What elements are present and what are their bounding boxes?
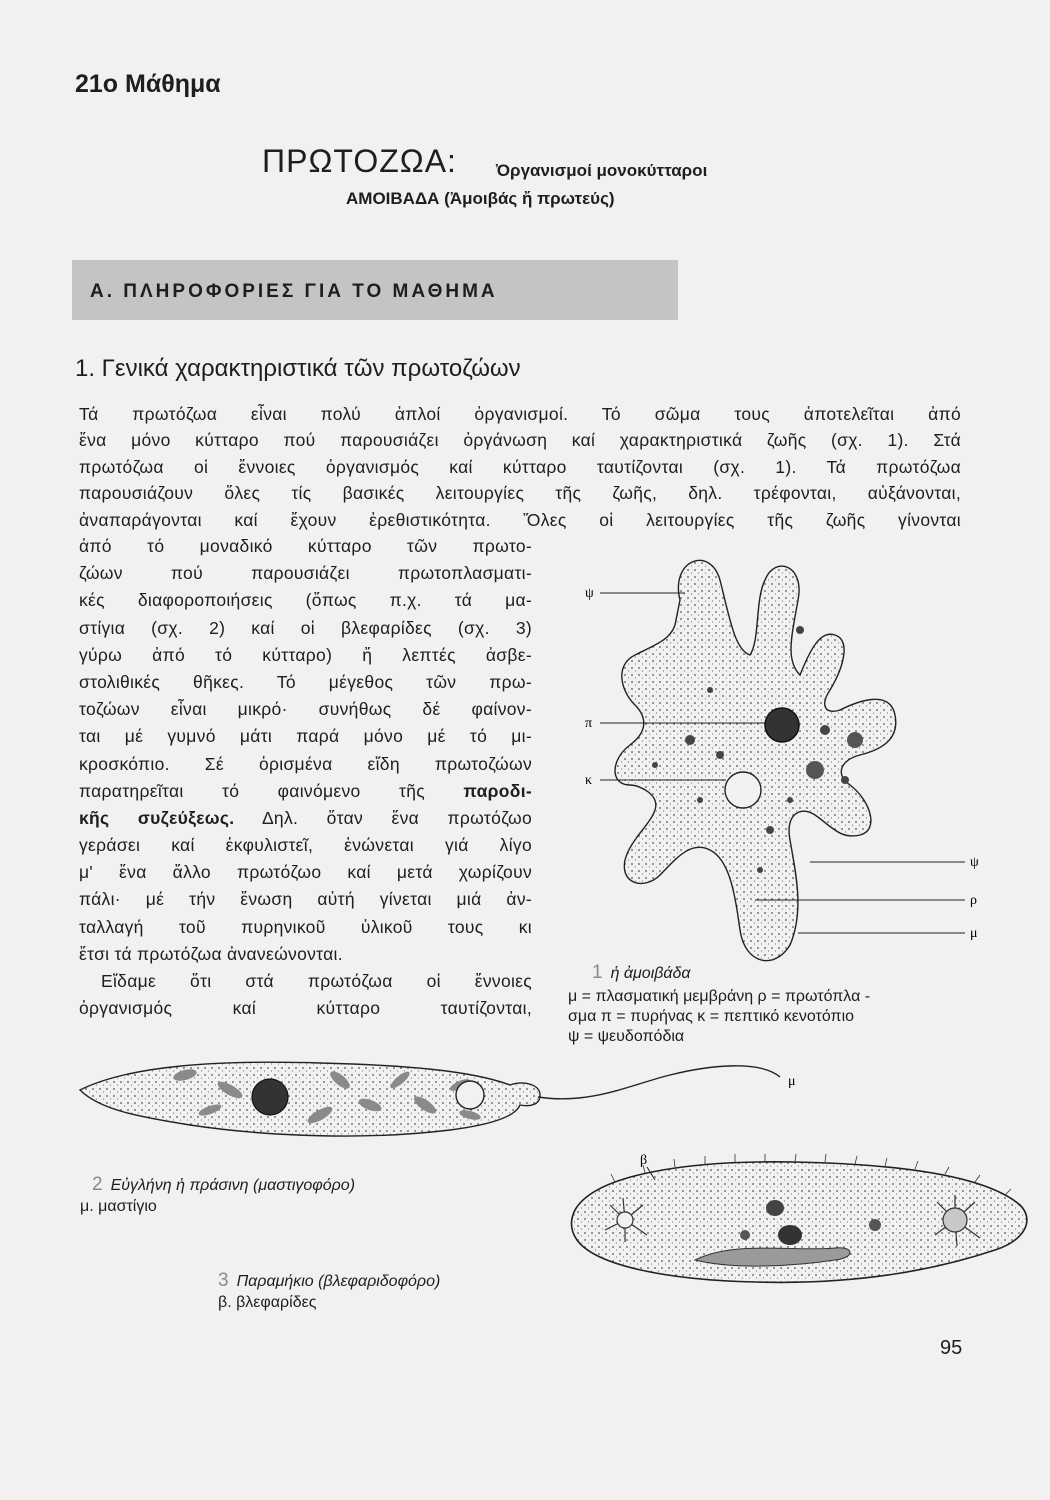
granule — [841, 776, 849, 784]
granule — [652, 762, 658, 768]
figure2-legend: μ. μαστίγιο — [80, 1198, 157, 1215]
label-beta: β — [640, 1153, 648, 1168]
label-psi: ψ — [585, 586, 594, 601]
granule — [820, 725, 830, 735]
granule — [707, 687, 713, 693]
digestive-vacuole — [725, 772, 761, 808]
figure3-caption — [218, 1270, 440, 1292]
amoeba-nucleus — [765, 708, 799, 742]
page-subtitle-amoeba: ΑΜΟΙΒΑΔΑ (Ἀμοιβάς ἤ πρωτεύς) — [346, 189, 615, 208]
euglena-nucleus — [252, 1079, 288, 1115]
amoeba-body — [615, 560, 896, 960]
granule — [757, 867, 763, 873]
label-kappa: κ — [585, 773, 593, 788]
page-number: 95 — [940, 1337, 963, 1359]
paragraph-line: ταλλαγή τοῦ πυρηνικοῦ ὑλικοῦ τους κι — [79, 916, 532, 937]
flagellum — [538, 1066, 780, 1099]
paragraph-line: κές διαφοροποιήσεις (ὅπως π.χ. τά μα- — [79, 590, 532, 611]
paragraph-line — [79, 778, 532, 805]
paragraph-line: γεράσει καί ἐκφυλιστεῖ, ἑνώνεται γιά λίγο — [79, 835, 532, 856]
macronucleus — [778, 1225, 802, 1245]
body-column — [79, 533, 532, 1022]
caption-text: Παραμήκιο (βλεφαριδοφόρο) — [236, 1273, 441, 1290]
caption-text: ἡ ἀμοιβάδα — [610, 965, 691, 982]
label-pi: π — [585, 716, 593, 731]
line-text: Δηλ. ὅταν ἕνα πρωτόζωο — [261, 807, 532, 828]
micronucleus — [766, 1200, 784, 1216]
bold-term: παροδι- — [463, 780, 532, 801]
figure1-legend-line: μ = πλασματική μεμβράνη ρ = πρωτόπλα - — [568, 988, 871, 1005]
granule — [806, 761, 824, 779]
granule — [796, 626, 804, 634]
paragraph-line: Τά πρωτόζωα εἶναι πολύ ἁπλοί ὀργανισμοί. Τό σῶμα τους ἀποτελεῖται ἀπό — [79, 404, 961, 424]
granule — [787, 797, 793, 803]
figure-number: 2 — [92, 1174, 103, 1195]
intro-paragraph — [79, 401, 961, 533]
figure1-legend-line: ψ = ψευδοπόδια — [568, 1028, 685, 1045]
page-subtitle: Ὀργανισμοί μονοκύτταροι — [496, 161, 708, 180]
bold-term: κῆς συζεύξεως. — [79, 807, 235, 828]
granule — [685, 735, 695, 745]
paragraph-line: παρουσιάζουν ὅλες τίς βασικές λειτουργίες τῆς ζωῆς, δηλ. τρέφονται, αὐξάνονται, — [79, 483, 961, 504]
caption-text: Εὐγλήνη ἡ πράσινη (μαστιγοφόρο) — [110, 1177, 356, 1194]
granule — [697, 797, 703, 803]
paragraph-line: στολιθικές θῆκες. Τό μέγεθος τῶν πρω- — [79, 671, 532, 692]
paragraph-line: ται μέ γυμνό μάτι παρά μόνο μέ τό μι- — [79, 726, 532, 747]
lesson-number: 21ο Μάθημα — [75, 70, 221, 98]
section-band-title: Α. ΠΛΗΡΟΦΟΡΙΕΣ ΓΙΑ ΤΟ ΜΑΘΗΜΑ — [90, 281, 498, 302]
paragraph-line: ἀναπαράγονται καί ἔχουν ἐρεθιστικότητα. Ὅλες οἱ λειτουργίες τῆς ζωῆς γίνονται — [79, 509, 961, 530]
contractile-vacuole — [456, 1081, 484, 1109]
figure-number: 3 — [218, 1270, 229, 1291]
paragraph-line: Εἴδαμε ὅτι στά πρωτόζωα οἱ ἔννοιες — [101, 971, 532, 991]
label-rho: ρ — [970, 893, 977, 908]
food-vacuole — [740, 1230, 750, 1240]
figure-number: 1 — [592, 962, 603, 983]
figure2-caption — [92, 1174, 355, 1196]
figure1-caption — [592, 962, 691, 984]
paramecium-illustration — [555, 1140, 1035, 1315]
paragraph-line: ἔτσι τά πρωτόζωα ἀνανεώνονται. — [79, 943, 343, 964]
label-mu: μ — [970, 926, 978, 941]
paragraph-line — [79, 805, 532, 832]
food-vacuole — [869, 1219, 881, 1231]
figure1-legend-line: σμα π = πυρήνας κ = πεπτικό κενοτόπιο — [568, 1008, 855, 1025]
paragraph-line: γύρω ἀπό τό κύτταρο) ἤ λεπτές ἀσβε- — [79, 644, 532, 665]
figure3-legend: β. βλεφαρίδες — [218, 1294, 317, 1311]
page-title: ΠΡΩΤΟΖΩΑ: — [262, 143, 457, 179]
paragraph-line: μ' ἕνα ἄλλο πρωτόζωο καί μετά χωρίζουν — [79, 862, 532, 883]
granule — [847, 732, 863, 748]
paragraph-line: ἀπό τό μοναδικό κύτταρο τῶν πρωτο- — [79, 536, 532, 556]
paragraph-line: τοζώων εἶναι μικρό· συνήθως δέ φαίνον- — [79, 699, 532, 720]
paragraph-line: ζώων πού παρουσιάζει πρωτοπλασματι- — [79, 563, 532, 584]
label-mu: μ — [788, 1074, 796, 1089]
line-text: παρατηρεῖται τό φαινόμενο τῆς — [79, 780, 425, 801]
paragraph-line: στίγια (σχ. 2) καί οἱ βλεφαρίδες (σχ. 3) — [79, 617, 532, 638]
paragraph-line: κροσκόπιο. Σέ ὁρισμένα εἴδη πρωτοζώων — [79, 753, 532, 774]
amoeba-illustration — [560, 540, 990, 980]
section-heading: 1. Γενικά χαρακτηριστικά τῶν πρωτοζώων — [75, 355, 521, 382]
paragraph-line: ὀργανισμός καί κύτταρο ταυτίζονται, — [79, 998, 532, 1019]
paragraph-line: πρωτόζωα οἱ ἔννοιες ὀργανισμός καί κύτταρο ταυτίζονται (σχ. 1). Τά πρωτόζωα — [79, 456, 961, 477]
label-psi: ψ — [970, 855, 979, 870]
granule — [716, 751, 724, 759]
paragraph-line: πάλι· μέ τήν ἕνωση αὐτή γίνεται μιά ἀν- — [79, 889, 532, 910]
paragraph-line: ἕνα μόνο κύτταρο πού παρουσιάζει ὀργάνωση καί χαρακτηριστικά ζωῆς (σχ. 1). Στά — [79, 430, 961, 451]
granule — [766, 826, 774, 834]
